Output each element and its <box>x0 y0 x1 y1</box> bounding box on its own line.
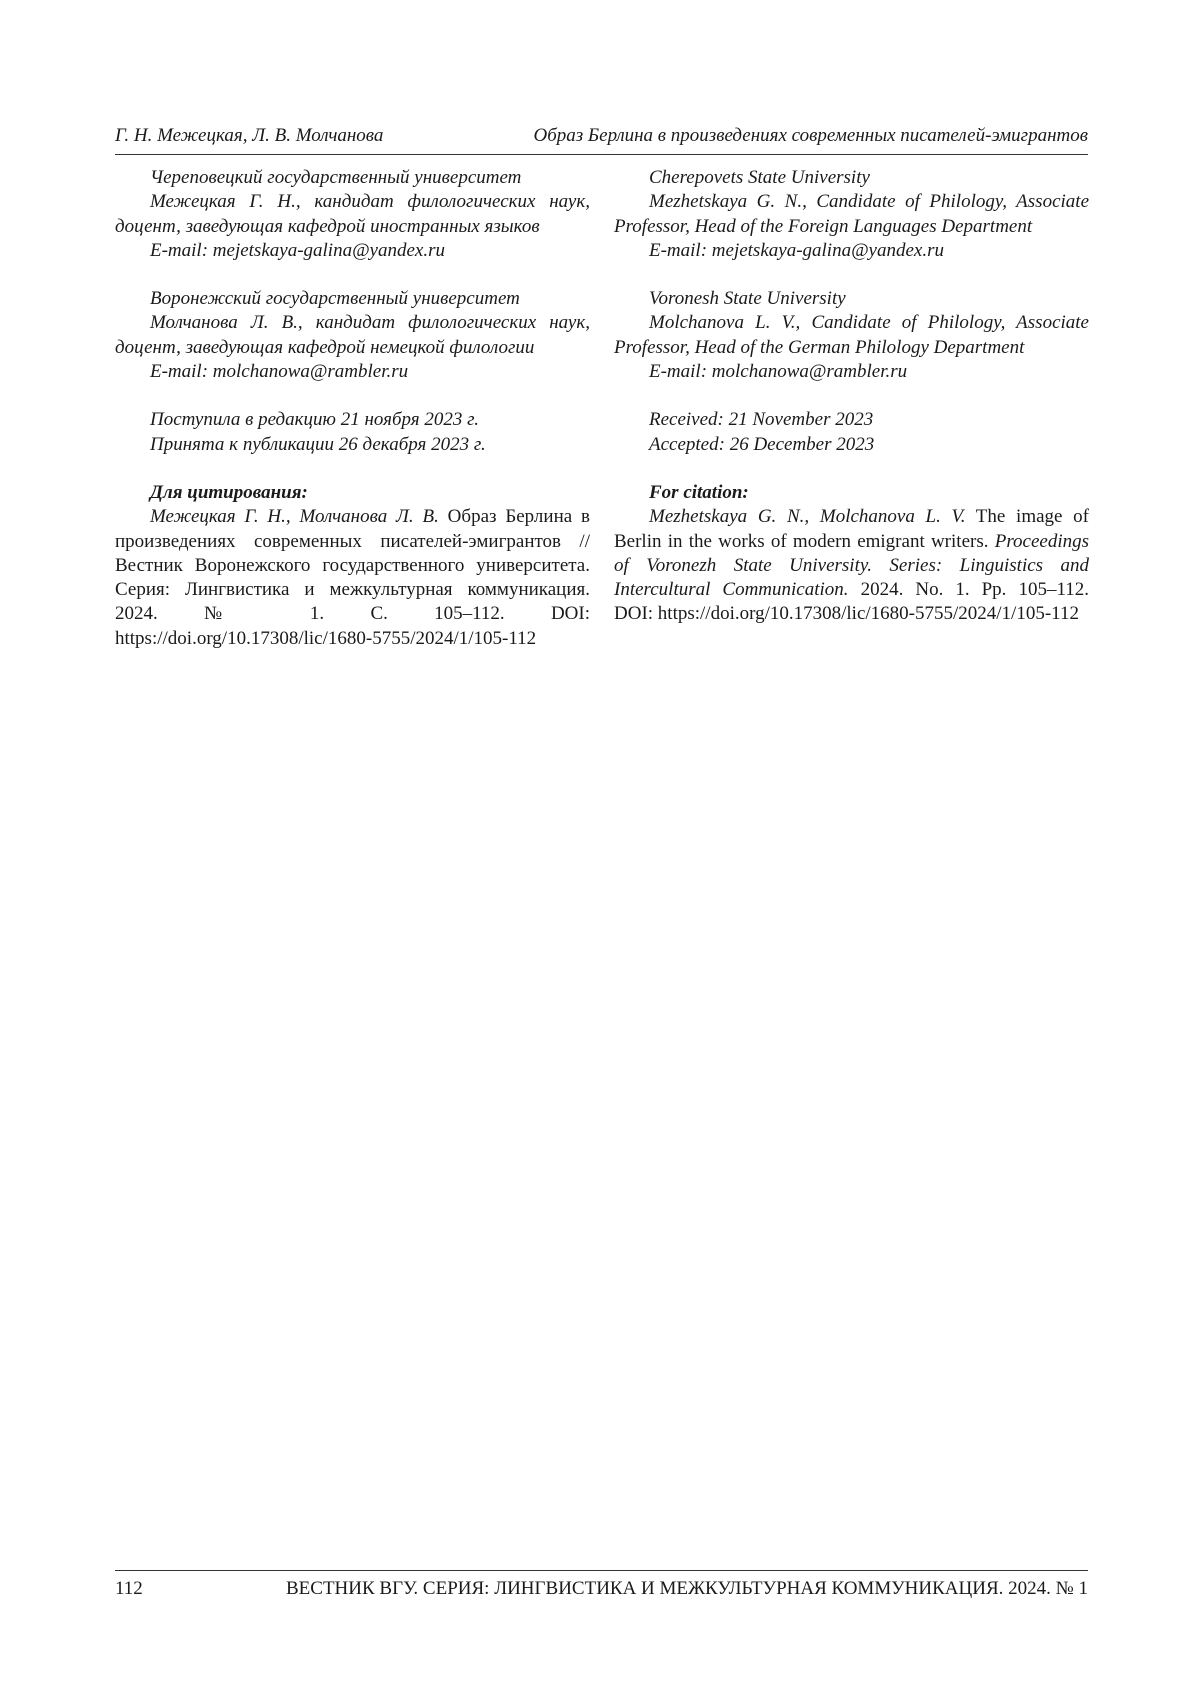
ru-author-2: Молчанова Л. В., кандидат филологических наук, доцент, заведующая кафедрой немецкой филологии <box>115 312 590 358</box>
ru-accepted: Принята к публикации 26 декабря 2023 г. <box>150 433 486 455</box>
english-column <box>614 166 1089 627</box>
ru-received: Поступила в редакцию 21 ноября 2023 г. <box>150 409 480 431</box>
header-authors: Г. Н. Межецкая, Л. В. Молчанова <box>115 125 384 146</box>
ru-author-1: Межецкая Г. Н., кандидат филологических наук, доцент, заведующая кафедрой иностранных языков <box>115 191 590 237</box>
en-citation <box>614 505 1089 626</box>
en-author-1: Mezhetskaya G. N., Candidate of Philology, Associate Professor, Head of the Foreign Languages Department <box>614 191 1089 237</box>
ru-citation-heading: Для цитирования: <box>150 481 308 503</box>
en-affiliation-2: Voronesh State University <box>649 288 846 310</box>
ru-citation-authors: Межецкая Г. Н., Молчанова Л. В. <box>150 506 439 528</box>
en-citation-authors: Mezhetskaya G. N., Molchanova L. V. <box>649 506 966 528</box>
en-author-2: Molchanova L. V., Candidate of Philology, Associate Professor, Head of the German Philology Department <box>614 312 1089 358</box>
header-article-title: Образ Берлина в произведениях современных писателей-эмигрантов <box>533 125 1088 146</box>
en-accepted: Accepted: 26 December 2023 <box>649 433 875 455</box>
ru-affiliation-1: Череповецкий государственный университет <box>150 167 522 188</box>
ru-email-2[interactable]: E-mail: molchanowa@rambler.ru <box>150 361 409 383</box>
ru-email-1[interactable]: E-mail: mejetskaya-galina@yandex.ru <box>150 239 446 261</box>
page-footer <box>115 1570 1088 1599</box>
ru-citation-text: Образ Берлина в произведениях современных писателей-эмигрантов // Вестник Воронежского государственного университета. Серия: Лингвистика и межкультурная коммуникация. 2024. № 1. С. 105–112. DOI: https://doi.org/10.17308/lic/1680-5755/2024/1/105-112 <box>115 506 590 649</box>
en-received: Received: 21 November 2023 <box>649 409 874 431</box>
en-affiliation-1: Cherepovets State University <box>649 167 870 188</box>
en-citation-heading: For citation: <box>649 481 749 503</box>
page-number: 112 <box>115 1578 143 1599</box>
en-email-1[interactable]: E-mail: mejetskaya-galina@yandex.ru <box>649 239 945 261</box>
en-citation-title: The image of Berlin in the works of modern emigrant writers. <box>614 506 1089 552</box>
en-citation-rest: 2024. No. 1. Pp. 105–112. DOI: https://doi.org/10.17308/lic/1680-5755/2024/1/105-112 <box>614 579 1089 625</box>
footer-journal-title: ВЕСТНИК ВГУ. СЕРИЯ: ЛИНГВИСТИКА И МЕЖКУЛЬТУРНАЯ КОММУНИКАЦИЯ. 2024. № 1 <box>286 1578 1088 1599</box>
running-header <box>115 124 1088 155</box>
russian-column <box>115 166 590 651</box>
en-citation-journal: Proceedings of Voronezh State University. Series: Linguistics and Intercultural Communication. <box>614 530 1089 601</box>
en-email-2[interactable]: E-mail: molchanowa@rambler.ru <box>649 361 908 383</box>
ru-citation <box>115 505 590 651</box>
ru-affiliation-2: Воронежский государственный университет <box>150 288 520 310</box>
